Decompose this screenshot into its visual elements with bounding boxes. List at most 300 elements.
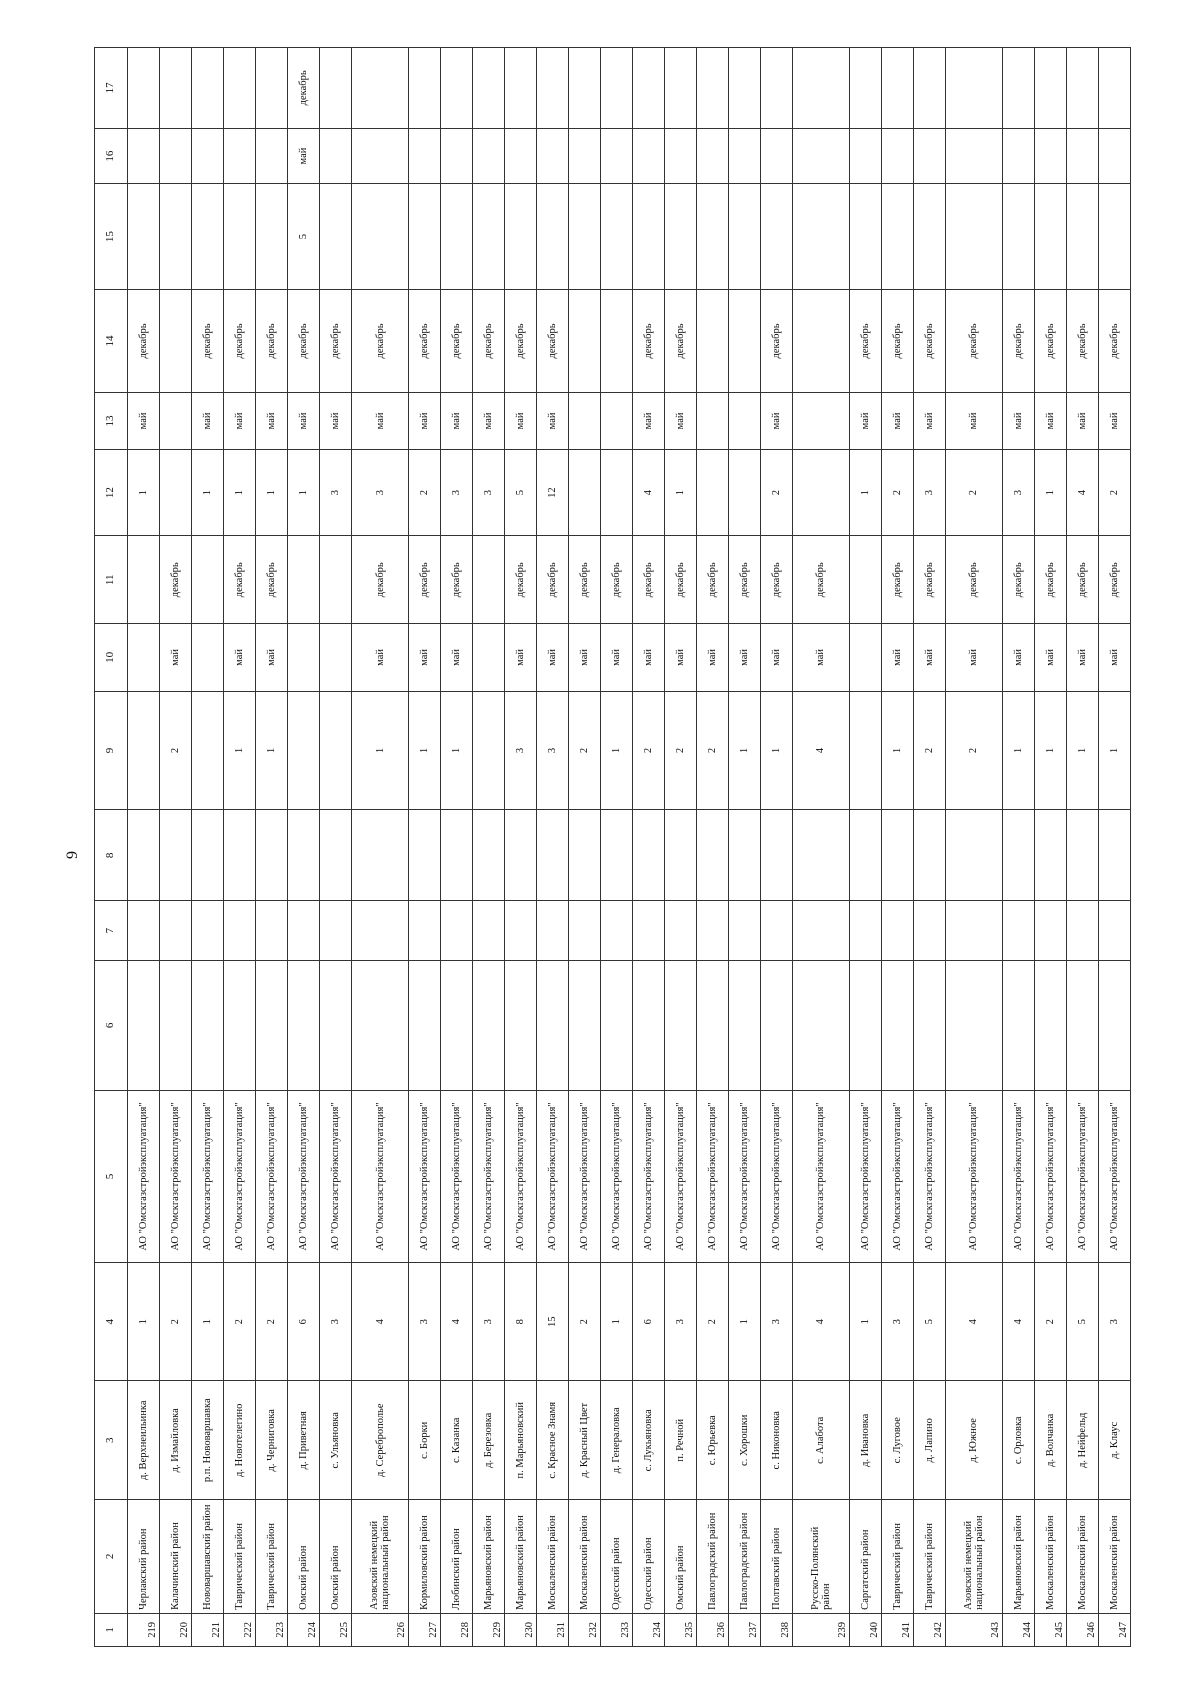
table-cell: 1 [849,449,881,536]
table-cell [568,184,600,289]
table-cell [696,449,728,536]
table-cell: декабрь [441,289,473,392]
table-cell [1002,960,1034,1090]
table-cell: 244 [1002,1613,1034,1646]
table-cell: 1 [881,691,913,810]
table-cell: 1 [224,691,256,810]
table-cell [288,810,320,901]
table-cell [536,184,568,289]
table-cell [945,960,1002,1090]
table-cell [945,901,1002,960]
table-cell: декабрь [760,536,792,624]
table-cell [600,960,632,1090]
table-cell: май [256,624,288,692]
table-cell: 1 [128,1262,160,1381]
table-cell: 243 [945,1613,1002,1646]
table-cell [320,810,352,901]
table-cell: с. Ульяновка [320,1381,352,1500]
table-cell: Таврический район [913,1500,945,1614]
table-cell [664,128,696,184]
table-cell [192,128,224,184]
table-cell: д. Новотелегино [224,1381,256,1500]
table-cell [1066,901,1098,960]
table-cell [913,960,945,1090]
table-cell [913,901,945,960]
table-cell: 1 [849,1262,881,1381]
table-cell [1034,960,1066,1090]
table-cell [441,184,473,289]
table-cell: 2 [945,449,1002,536]
table-cell: декабрь [1066,289,1098,392]
table-cell: май [224,393,256,450]
table-cell: 230 [504,1613,536,1646]
table-cell: 2 [1098,449,1130,536]
table-cell [160,184,192,289]
table-cell: АО "Омскгазстройэксплуатация" [1002,1091,1034,1263]
table-cell [128,901,160,960]
table-cell: 1 [600,691,632,810]
table-row [1034,48,1066,1647]
table-cell: май [409,393,441,450]
table-cell [696,960,728,1090]
table-cell: АО "Омскгазстройэксплуатация" [320,1091,352,1263]
table-cell [1002,810,1034,901]
table-cell: д. Приветная [288,1381,320,1500]
table-cell [192,901,224,960]
table-cell: декабрь [664,536,696,624]
table-cell [288,624,320,692]
table-row [849,48,881,1647]
table-cell [1002,48,1034,129]
table-cell [504,48,536,129]
table-cell: 4 [351,1262,408,1381]
table-cell [792,810,849,901]
table-cell [192,624,224,692]
table-cell [792,48,849,129]
table-cell: май [536,624,568,692]
table-cell [696,810,728,901]
table-cell [473,810,505,901]
table-cell [320,901,352,960]
table-cell: май [320,393,352,450]
table-cell: 3 [320,1262,352,1381]
table-cell [849,536,881,624]
table-cell [288,536,320,624]
table-cell: Черлакский район [128,1500,160,1614]
table-cell: май [1002,624,1034,692]
table-row [441,48,473,1647]
table-cell: АО "Омскгазстройэксплуатация" [600,1091,632,1263]
table-cell: май [913,624,945,692]
table-cell: декабрь [664,289,696,392]
table-cell [1002,128,1034,184]
table-cell: Омский район [664,1500,696,1614]
table-row [192,48,224,1647]
table-row [320,48,352,1647]
table-cell [1034,128,1066,184]
table-cell [536,128,568,184]
table-cell: д. Нейфельд [1066,1381,1098,1500]
table-cell [320,691,352,810]
table-cell [849,184,881,289]
table-cell [632,48,664,129]
table-cell [792,901,849,960]
table-cell: 226 [351,1613,408,1646]
table-cell [128,48,160,129]
table-cell [128,810,160,901]
table-cell: АО "Омскгазстройэксплуатация" [256,1091,288,1263]
table-cell [913,810,945,901]
table-cell [351,184,408,289]
table-cell: 2 [760,449,792,536]
table-cell: 233 [600,1613,632,1646]
table-cell [256,48,288,129]
table-cell: декабрь [473,289,505,392]
table-cell [600,449,632,536]
table-cell [351,48,408,129]
table-cell: 232 [568,1613,600,1646]
table-cell: декабрь [256,536,288,624]
table-cell: 1 [664,449,696,536]
table-cell: Москаленский район [536,1500,568,1614]
table-cell: с. Лукьяновка [632,1381,664,1500]
column-header: 13 [95,393,128,450]
table-cell: декабрь [288,48,320,129]
table-cell: май [1034,624,1066,692]
table-cell [664,184,696,289]
table-cell: с. Борки [409,1381,441,1500]
table-cell [409,184,441,289]
table-cell [568,289,600,392]
table-cell: 5 [504,449,536,536]
table-cell [320,184,352,289]
table-cell [881,128,913,184]
table-cell [728,48,760,129]
table-cell: май [1098,393,1130,450]
table-cell: 1 [128,449,160,536]
table-cell [1066,48,1098,129]
table-cell: 5 [288,184,320,289]
column-header: 1 [95,1613,128,1646]
table-cell: 3 [536,691,568,810]
table-cell: Азовский немецкий национальный район [945,1500,1002,1614]
table-cell: АО "Омскгазстройэксплуатация" [224,1091,256,1263]
table-cell: АО "Омскгазстройэксплуатация" [945,1091,1002,1263]
table-cell [849,48,881,129]
column-header: 7 [95,901,128,960]
table-cell: 15 [536,1262,568,1381]
table-cell: 4 [792,691,849,810]
table-cell: 241 [881,1613,913,1646]
table-cell [881,48,913,129]
table-cell: АО "Омскгазстройэксплуатация" [409,1091,441,1263]
table-cell [1066,810,1098,901]
table-cell [1002,901,1034,960]
table-cell [192,536,224,624]
table-cell [1066,960,1098,1090]
table-cell [441,901,473,960]
table-cell: АО "Омскгазстройэксплуатация" [696,1091,728,1263]
table-cell: 2 [568,1262,600,1381]
table-cell [945,184,1002,289]
table-cell: 221 [192,1613,224,1646]
table-cell [128,624,160,692]
table-cell [792,449,849,536]
table-cell: Павлоградский район [696,1500,728,1614]
table-body [95,48,1131,1647]
table-row [945,48,1002,1647]
table-cell: 2 [632,691,664,810]
table-cell [320,536,352,624]
table-cell: декабрь [160,536,192,624]
table-cell [600,901,632,960]
table-cell: АО "Омскгазстройэксплуатация" [792,1091,849,1263]
table-cell: декабрь [320,289,352,392]
table-cell: май [913,393,945,450]
table-cell: 238 [760,1613,792,1646]
table-cell: Кормиловский район [409,1500,441,1614]
table-cell: 3 [409,1262,441,1381]
table-cell: 2 [664,691,696,810]
table-cell [441,960,473,1090]
table-cell: 2 [696,1262,728,1381]
table-cell [320,960,352,1090]
table-cell [568,48,600,129]
table-cell: д. Южное [945,1381,1002,1500]
table-cell [696,393,728,450]
table-cell [728,289,760,392]
table-row [536,48,568,1647]
table-cell [160,289,192,392]
table-cell: 3 [351,449,408,536]
table-cell [288,691,320,810]
table-cell: 222 [224,1613,256,1646]
column-header: 5 [95,1091,128,1263]
table-cell [1098,48,1130,129]
table-cell [632,960,664,1090]
table-cell: 1 [1002,691,1034,810]
table-cell: д. Измайловка [160,1381,192,1500]
table-cell: май [760,393,792,450]
table-cell: Москаленский район [1034,1500,1066,1614]
table-cell [409,810,441,901]
table-cell: май [128,393,160,450]
table-row [504,48,536,1647]
column-header: 9 [95,691,128,810]
table-cell: 1 [1066,691,1098,810]
column-header: 10 [95,624,128,692]
table-cell [792,128,849,184]
table-cell [664,48,696,129]
table-cell [568,960,600,1090]
table-cell [504,901,536,960]
table-cell: 1 [728,1262,760,1381]
table-row [632,48,664,1647]
table-cell: Москаленский район [1066,1500,1098,1614]
table-cell: 4 [1066,449,1098,536]
gasification-schedule-table [94,47,1131,1647]
table-cell [1098,184,1130,289]
table-cell: 2 [913,691,945,810]
table-cell: май [441,393,473,450]
table-cell: 220 [160,1613,192,1646]
table-cell: д. Черниговка [256,1381,288,1500]
table-cell: май [192,393,224,450]
table-cell [696,128,728,184]
table-cell: 223 [256,1613,288,1646]
table-cell: май [351,624,408,692]
table-cell [632,901,664,960]
table-cell: декабрь [351,536,408,624]
table-row [1002,48,1034,1647]
table-cell: май [1066,393,1098,450]
table-cell [256,184,288,289]
table-cell: май [1066,624,1098,692]
table-cell: с. Никоновка [760,1381,792,1500]
table-cell [128,691,160,810]
table-row [913,48,945,1647]
table-cell [160,449,192,536]
table-cell: декабрь [632,289,664,392]
table-cell: декабрь [192,289,224,392]
table-cell: май [568,624,600,692]
table-cell: 2 [409,449,441,536]
table-cell: АО "Омскгазстройэксплуатация" [1098,1091,1130,1263]
table-cell [536,960,568,1090]
table-cell [128,960,160,1090]
table-cell [473,536,505,624]
table-cell [849,810,881,901]
column-header: 2 [95,1500,128,1614]
table-cell [1034,48,1066,129]
table-row [351,48,408,1647]
table-cell: Любинский район [441,1500,473,1614]
table-cell [568,128,600,184]
table-cell [632,128,664,184]
table-cell: 2 [945,691,1002,810]
table-cell [192,691,224,810]
table-cell: 4 [945,1262,1002,1381]
table-cell: май [224,624,256,692]
table-cell: 4 [632,449,664,536]
table-cell: май [409,624,441,692]
table-cell: 231 [536,1613,568,1646]
table-cell [1034,810,1066,901]
table-cell [441,48,473,129]
table-cell [696,184,728,289]
table-cell [192,810,224,901]
table-cell [728,128,760,184]
table-cell: май [945,393,1002,450]
table-cell [473,48,505,129]
table-cell [536,48,568,129]
table-cell [632,184,664,289]
column-header: 6 [95,960,128,1090]
table-cell: АО "Омскгазстройэксплуатация" [913,1091,945,1263]
rotated-table-frame [94,47,1131,1647]
table-cell [728,901,760,960]
table-cell [632,810,664,901]
table-cell: Москаленский район [1098,1500,1130,1614]
table-cell: май [473,393,505,450]
table-cell [192,184,224,289]
table-cell [568,810,600,901]
table-cell [849,960,881,1090]
table-cell [224,184,256,289]
table-cell: май [1034,393,1066,450]
table-cell [473,624,505,692]
table-cell [409,128,441,184]
table-cell [320,48,352,129]
table-cell [1066,128,1098,184]
table-cell: 2 [224,1262,256,1381]
table-cell: май [696,624,728,692]
table-cell: май [632,393,664,450]
table-cell [760,901,792,960]
table-cell [320,128,352,184]
table-cell: Одесский район [600,1500,632,1614]
table-cell: 1 [351,691,408,810]
table-cell: 3 [504,691,536,810]
table-cell: Марьяновский район [1002,1500,1034,1614]
table-cell: 3 [664,1262,696,1381]
table-cell: АО "Омскгазстройэксплуатация" [632,1091,664,1263]
table-cell: 2 [160,1262,192,1381]
table-row [288,48,320,1647]
table-cell [473,691,505,810]
table-cell [224,810,256,901]
table-row [256,48,288,1647]
table-row [224,48,256,1647]
table-cell: декабрь [224,536,256,624]
table-cell: декабрь [536,289,568,392]
table-cell [913,128,945,184]
table-cell: АО "Омскгазстройэксплуатация" [160,1091,192,1263]
table-cell [600,393,632,450]
table-cell [351,128,408,184]
table-cell: д. Верхнеильинка [128,1381,160,1500]
table-cell [1098,960,1130,1090]
table-cell: Полтавский район [760,1500,792,1614]
table-cell: д. Березовка [473,1381,505,1500]
table-cell: АО "Омскгазстройэксплуатация" [288,1091,320,1263]
table-cell [1098,128,1130,184]
table-cell: д. Ивановка [849,1381,881,1500]
table-cell: с. Алабота [792,1381,849,1500]
table-cell: декабрь [504,289,536,392]
table-cell [664,901,696,960]
table-cell: 6 [288,1262,320,1381]
table-row [664,48,696,1647]
table-cell [760,184,792,289]
table-cell: 5 [1066,1262,1098,1381]
table-row [792,48,849,1647]
table-cell: Таврический район [224,1500,256,1614]
table-cell: 2 [256,1262,288,1381]
table-cell [696,289,728,392]
table-cell [409,48,441,129]
table-cell: 227 [409,1613,441,1646]
table-cell [409,901,441,960]
table-cell: Марьяновский район [473,1500,505,1614]
table-cell: декабрь [849,289,881,392]
table-cell: 1 [600,1262,632,1381]
table-cell: 2 [1034,1262,1066,1381]
table-cell: д. Генераловка [600,1381,632,1500]
table-cell: декабрь [760,289,792,392]
table-cell [696,48,728,129]
table-cell: Таврический район [256,1500,288,1614]
